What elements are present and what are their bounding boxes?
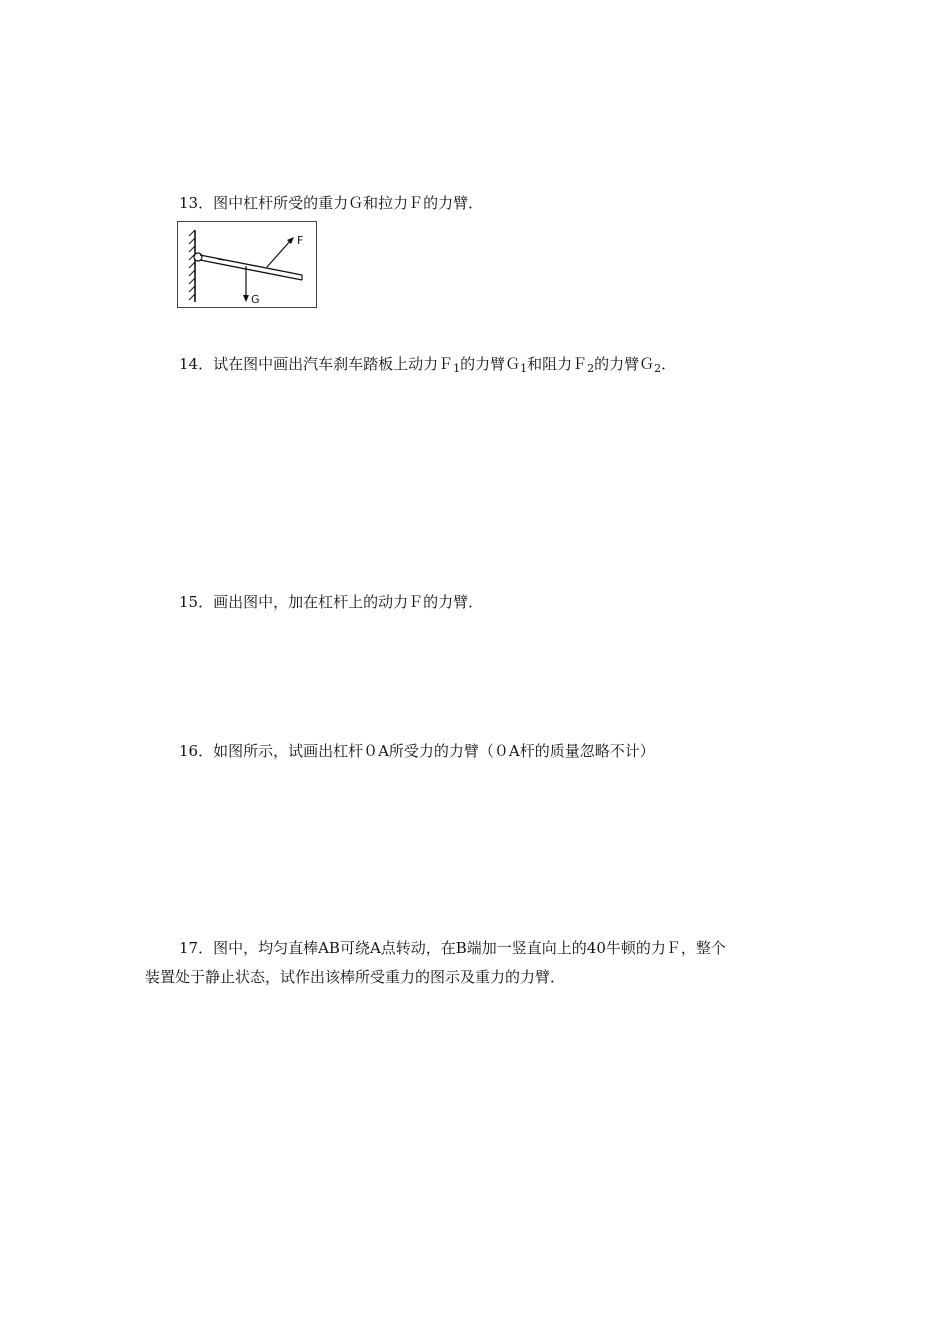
question-14 (179, 353, 676, 375)
subscript: 2 (587, 362, 595, 375)
gravity-g-arrowhead (243, 295, 249, 302)
question-15-text: 15．画出图中，加在杠杆上的动力Ｆ的力臂． (179, 593, 484, 611)
question-14-text: ． (661, 355, 677, 373)
force-f-arrow (267, 240, 291, 267)
question-14-text: 的力臂Ｇ (460, 355, 521, 373)
question-16 (179, 740, 655, 762)
question-14-text: 的力臂Ｇ (594, 355, 655, 373)
lever-rod-bottom (200, 260, 302, 280)
force-f-label: F (297, 234, 304, 247)
gravity-g-label: G (251, 293, 260, 306)
question-14-text: 和阻力Ｆ (527, 355, 588, 373)
subscript: 1 (520, 362, 528, 375)
question-17-line-1 (179, 937, 726, 959)
question-17-line-2 (145, 966, 565, 988)
question-15 (179, 591, 483, 613)
subscript: 2 (654, 362, 662, 375)
question-14-text: 14．试在图中画出汽车刹车踏板上动力Ｆ (179, 355, 454, 373)
lever-rod-top (200, 255, 302, 275)
lever-diagram (178, 222, 318, 309)
lever-figure (177, 221, 317, 308)
question-13 (179, 192, 483, 214)
question-17-text: 装置处于静止状态，试作出该棒所受重力的图示及重力的力臂． (145, 968, 566, 986)
question-17-text: 17．图中，均匀直棒AB可绕A点转动，在B端加一竖直向上的40牛顿的力Ｆ，整个 (179, 939, 726, 957)
wall-hatching (189, 230, 195, 300)
subscript: 1 (453, 362, 461, 375)
question-13-text: 13．图中杠杆所受的重力Ｇ和拉力Ｆ的力臂． (179, 194, 484, 212)
question-16-text: 16．如图所示，试画出杠杆０A所受力的力臂（０A杆的质量忽略不计） (179, 742, 655, 760)
